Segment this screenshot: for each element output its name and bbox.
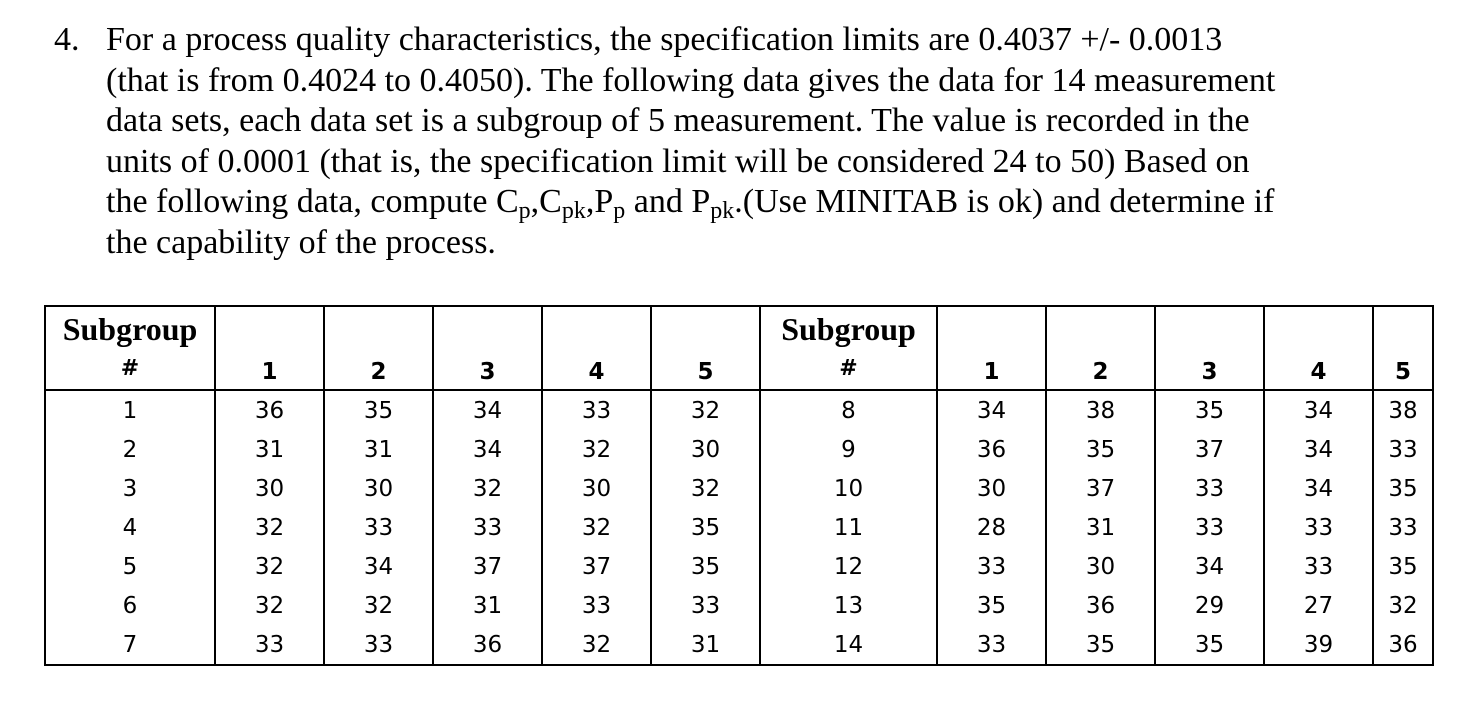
measurement-cell: 35 [937,586,1046,625]
measurement-cell: 30 [542,469,651,508]
measurement-cell: 33 [1373,508,1433,547]
measurement-cell: 36 [937,430,1046,469]
subgroup-header-left [45,306,215,390]
measurement-cell: 38 [1046,390,1155,430]
question-line: the capability of the process. [106,223,496,261]
measurement-cell: 38 [1373,390,1433,430]
measurement-cell: 35 [1155,625,1264,665]
table-row [45,430,1433,469]
measurement-cell: 31 [324,430,433,469]
subgroup-id-right: 9 [760,430,937,469]
subgroup-id-right: 13 [760,586,937,625]
measurement-cell: 35 [1046,430,1155,469]
measurement-cell: 32 [215,508,324,547]
question-line-indices [106,182,1406,223]
table-row [45,547,1433,586]
measurement-cell: 32 [651,390,760,430]
pp-subscript: p [613,198,626,224]
subgroup-header-right [760,306,937,390]
measurement-cell: 32 [433,469,542,508]
measurement-cell: 32 [215,547,324,586]
measurement-cell: 36 [1373,625,1433,665]
question-text [106,20,1406,263]
subgroup-id-left: 4 [45,508,215,547]
measurement-cell: 33 [433,508,542,547]
data-table [44,305,1434,666]
column-header: 3 [1155,306,1264,390]
measurement-cell: 30 [937,469,1046,508]
measurement-cell: 37 [1155,430,1264,469]
measurement-cell: 33 [1155,469,1264,508]
question-line: units of 0.0001 (that is, the specification limit will be considered 24 to 50) Based on [106,142,1250,180]
measurement-cell: 32 [651,469,760,508]
table-row [45,586,1433,625]
measurement-cell: 30 [324,469,433,508]
table-row [45,469,1433,508]
measurement-cell: 31 [433,586,542,625]
subgroup-id-right: 8 [760,390,937,430]
hash-label: # [839,356,858,381]
question [54,20,1434,263]
measurement-cell: 34 [1264,469,1373,508]
measurement-cell: 34 [433,390,542,430]
table-row [45,390,1433,430]
measurement-cell: 27 [1264,586,1373,625]
table-row [45,508,1433,547]
column-header: 5 [1373,306,1433,390]
subgroup-id-right: 11 [760,508,937,547]
measurement-cell: 35 [651,547,760,586]
measurement-cell: 36 [433,625,542,665]
measurement-cell: 32 [215,586,324,625]
measurement-cell: 33 [1264,508,1373,547]
measurement-cell: 33 [1264,547,1373,586]
measurement-cell: 35 [324,390,433,430]
measurement-cell: 33 [324,508,433,547]
line-text: ,C [530,183,562,220]
subgroup-label: Subgroup [62,311,198,347]
hash-label: # [120,356,140,381]
measurement-cell: 31 [651,625,760,665]
measurement-cell: 33 [937,547,1046,586]
table-row [45,625,1433,665]
measurement-cell: 33 [215,625,324,665]
ppk-subscript: pk [710,198,735,224]
column-header: 2 [1046,306,1155,390]
measurement-cell: 30 [215,469,324,508]
column-header: 1 [215,306,324,390]
measurement-cell: 37 [1046,469,1155,508]
subgroup-id-left: 3 [45,469,215,508]
measurement-cell: 32 [324,586,433,625]
measurement-cell: 35 [651,508,760,547]
question-line: (that is from 0.4024 to 0.4050). The following data gives the data for 14 measurement [106,61,1276,99]
measurement-cell: 35 [1373,469,1433,508]
table-header-row [45,306,1433,390]
measurement-cell: 32 [542,430,651,469]
question-line: data sets, each data set is a subgroup of 5 measurement. The value is recorded in the [106,102,1250,139]
line-text: the following data, compute C [106,183,519,220]
measurement-cell: 33 [542,586,651,625]
measurement-cell: 37 [542,547,651,586]
measurement-cell: 32 [1373,586,1433,625]
column-header: 4 [542,306,651,390]
column-header: 4 [1264,306,1373,390]
measurement-cell: 34 [1264,390,1373,430]
measurement-cell: 37 [433,547,542,586]
subgroup-id-left: 7 [45,625,215,665]
measurement-cell: 28 [937,508,1046,547]
cpk-subscript: pk [561,198,586,224]
subgroup-id-right: 14 [760,625,937,665]
measurement-cell: 39 [1264,625,1373,665]
line-text: .(Use MINITAB is ok) and determine if [734,183,1275,220]
measurement-cell: 30 [1046,547,1155,586]
line-text: ,P [585,183,614,220]
measurement-cell: 34 [433,430,542,469]
column-header: 1 [937,306,1046,390]
measurement-cell: 33 [542,390,651,430]
question-line: For a process quality characteristics, the specification limits are 0.4037 +/- 0.0013 [106,21,1223,58]
measurement-cell: 36 [1046,586,1155,625]
subgroup-id-left: 2 [45,430,215,469]
column-header: 3 [433,306,542,390]
measurement-cell: 35 [1046,625,1155,665]
measurement-cell: 30 [651,430,760,469]
measurement-cell: 31 [1046,508,1155,547]
measurement-cell: 33 [1155,508,1264,547]
measurement-cell: 31 [215,430,324,469]
measurement-cell: 29 [1155,586,1264,625]
subgroup-id-left: 6 [45,586,215,625]
measurement-cell: 33 [324,625,433,665]
subgroup-id-right: 10 [760,469,937,508]
column-header: 2 [324,306,433,390]
subgroup-id-left: 5 [45,547,215,586]
measurement-cell: 34 [1264,430,1373,469]
measurement-cell: 35 [1155,390,1264,430]
measurement-cell: 34 [1155,547,1264,586]
measurement-cell: 33 [651,586,760,625]
column-header: 5 [651,306,760,390]
line-text: and P [625,183,711,220]
subgroup-id-left: 1 [45,390,215,430]
measurement-cell: 34 [937,390,1046,430]
measurement-cell: 33 [1373,430,1433,469]
subgroup-id-right: 12 [760,547,937,586]
measurement-cell: 34 [324,547,433,586]
measurement-cell: 33 [937,625,1046,665]
measurement-cell: 35 [1373,547,1433,586]
measurement-cell: 32 [542,508,651,547]
measurement-cell: 32 [542,625,651,665]
question-number: 4. [54,21,80,58]
subgroup-label: Subgroup [781,311,916,347]
cp-subscript: p [518,198,531,224]
measurement-cell: 36 [215,390,324,430]
